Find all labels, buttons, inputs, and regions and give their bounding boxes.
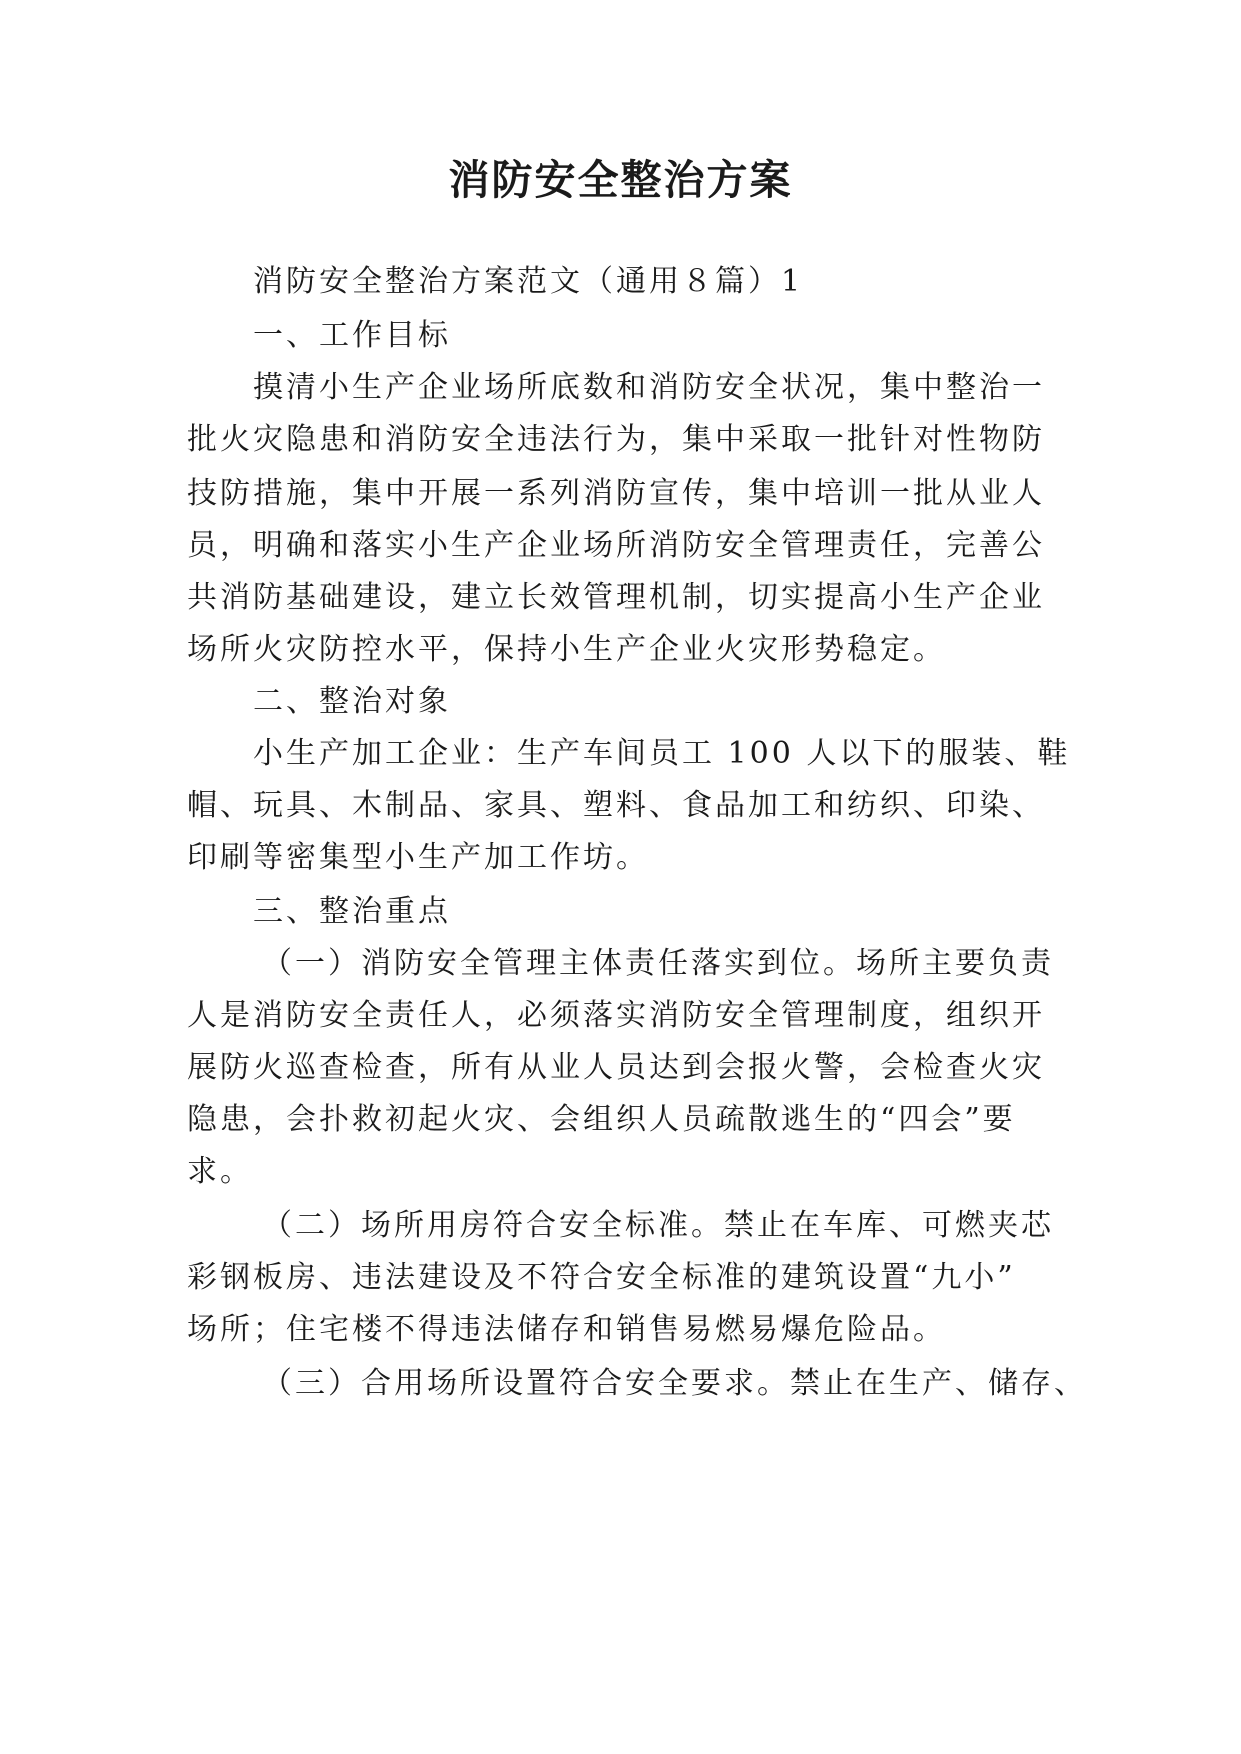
paragraph-line: 小生产加工企业：生产车间员工 100 人以下的服装、鞋 bbox=[253, 736, 1071, 771]
paragraph-line: （三）合用场所设置符合安全要求。禁止在生产、储存、 bbox=[262, 1366, 1087, 1401]
heading-targets: 二、整治对象 bbox=[253, 684, 451, 719]
paragraph-line: 印刷等密集型小生产加工作坊。 bbox=[187, 840, 649, 875]
heading-work-goal: 一、工作目标 bbox=[253, 318, 451, 353]
document-title: 消防安全整治方案 bbox=[448, 156, 793, 204]
paragraph-line: 人是消防安全责任人，必须落实消防安全管理制度，组织开 bbox=[187, 998, 1045, 1033]
paragraph-line: 摸清小生产企业场所底数和消防安全状况，集中整治一 bbox=[253, 370, 1045, 405]
paragraph-line: 展防火巡查检查，所有从业人员达到会报火警，会检查火灾 bbox=[187, 1050, 1045, 1085]
paragraph-line: 彩钢板房、违法建设及不符合安全标准的建筑设置“九小” bbox=[187, 1260, 1016, 1295]
paragraph-line: （一）消防安全管理主体责任落实到位。场所主要负责 bbox=[262, 946, 1054, 981]
paragraph-line: 隐患，会扑救初起火灾、会组织人员疏散逃生的“四会”要 bbox=[187, 1102, 1016, 1137]
paragraph-line: 求。 bbox=[187, 1154, 253, 1189]
paragraph-line: （二）场所用房符合安全标准。禁止在车库、可燃夹芯 bbox=[262, 1208, 1054, 1243]
paragraph-line: 共消防基础建设，建立长效管理机制，切实提高小生产企业 bbox=[187, 580, 1045, 615]
paragraph-line: 批火灾隐患和消防安全违法行为，集中采取一批针对性物防 bbox=[187, 422, 1045, 457]
paragraph-line: 技防措施，集中开展一系列消防宣传，集中培训一批从业人 bbox=[187, 476, 1045, 511]
paragraph-line: 员，明确和落实小生产企业场所消防安全管理责任，完善公 bbox=[187, 528, 1045, 563]
heading-key-points: 三、整治重点 bbox=[253, 894, 451, 929]
paragraph-line: 场所；住宅楼不得违法储存和销售易燃易爆危险品。 bbox=[187, 1312, 946, 1347]
subtitle-line: 消防安全整治方案范文（通用８篇）1 bbox=[253, 264, 804, 299]
paragraph-line: 帽、玩具、木制品、家具、塑料、食品加工和纺织、印染、 bbox=[187, 788, 1045, 823]
paragraph-line: 场所火灾防控水平，保持小生产企业火灾形势稳定。 bbox=[187, 632, 946, 667]
